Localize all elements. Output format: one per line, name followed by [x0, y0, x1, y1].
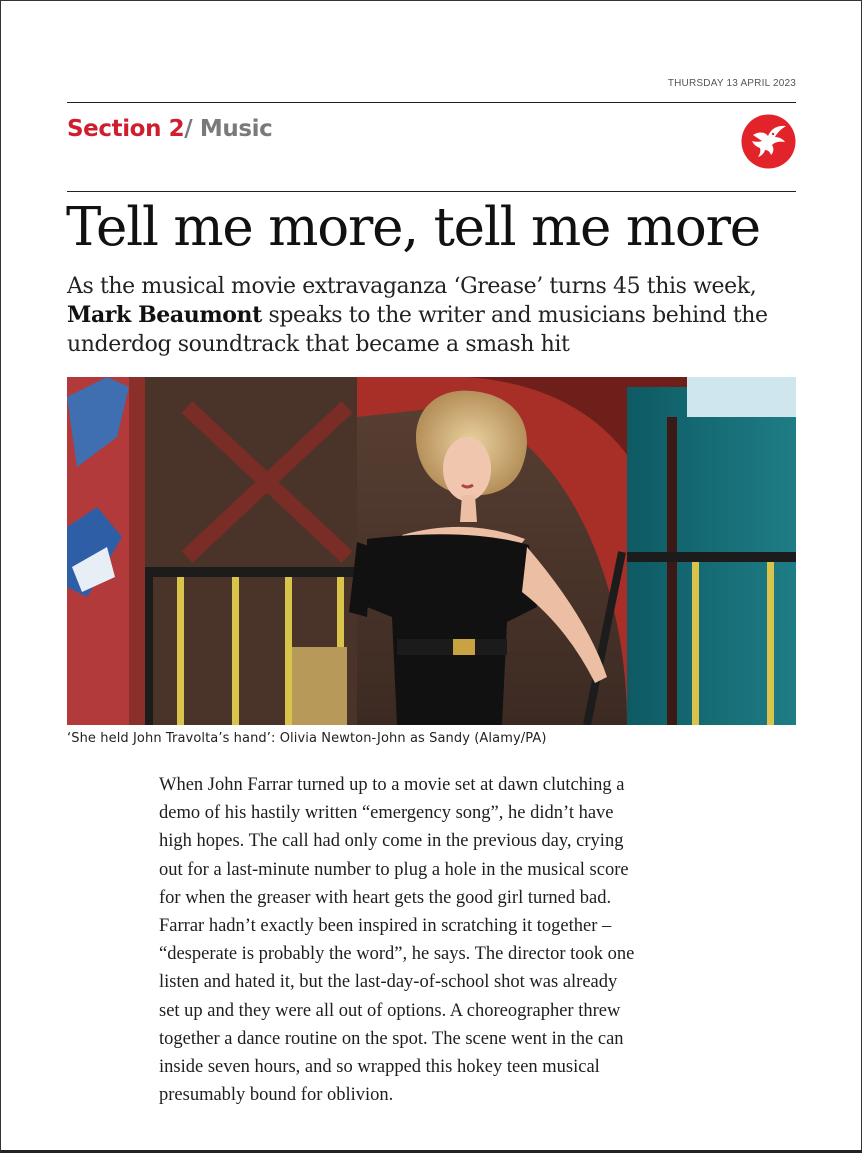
body-line: When John Farrar turned up to a movie set at dawn clutching a — [159, 775, 625, 795]
body-line: together a dance routine on the spot. The scene went in the can — [159, 1028, 624, 1049]
body-line: for when the greaser with heart gets the good girl turned bad. — [159, 887, 612, 908]
section-label[interactable] — [67, 116, 272, 142]
section-topic: Music — [199, 116, 273, 142]
body-line: inside seven hours, and so wrapped this hokey teen musical — [159, 1057, 600, 1078]
header-rule — [67, 102, 796, 103]
body-line: out for a last-minute number to plug a hole in the musical score — [159, 859, 629, 880]
body-line: Farrar hadn’t exactly been inspired in scratching it together – — [159, 916, 612, 937]
body-line: demo of his hastily written “emergency song”, he didn’t have — [159, 803, 614, 824]
headline: Tell me more, tell me more — [66, 197, 760, 258]
standfirst — [67, 272, 807, 359]
author-name[interactable]: Mark Beaumont — [67, 302, 262, 328]
body-line: “desperate is probably the word”, he says. The director took one — [159, 944, 635, 965]
eagle-icon[interactable] — [741, 114, 796, 169]
article-body — [159, 771, 719, 1109]
body-line: set up and they were all out of options. A choreographer threw — [159, 1000, 621, 1021]
standfirst-lead: As the musical movie extravaganza ‘Grease’ turns 45 this week, — [67, 274, 757, 299]
section-rule — [67, 191, 796, 192]
standfirst-tail: speaks to the writer and musicians behind the underdog soundtrack that became a smash hit — [67, 303, 768, 357]
section-name: Section 2 — [67, 116, 185, 142]
issue-date: THURSDAY 13 APRIL 2023 — [667, 78, 796, 89]
photo-caption: ‘She held John Travolta’s hand’: Olivia Newton-John as Sandy (Alamy/PA) — [67, 731, 547, 746]
article-photo[interactable] — [67, 377, 796, 725]
body-line: high hopes. The call had only come in the previous day, crying — [159, 831, 624, 852]
section-divider: / — [184, 116, 193, 142]
body-line: listen and hated it, but the last-day-of-school shot was already — [159, 972, 618, 993]
body-line: presumably bound for oblivion. — [159, 1085, 394, 1106]
